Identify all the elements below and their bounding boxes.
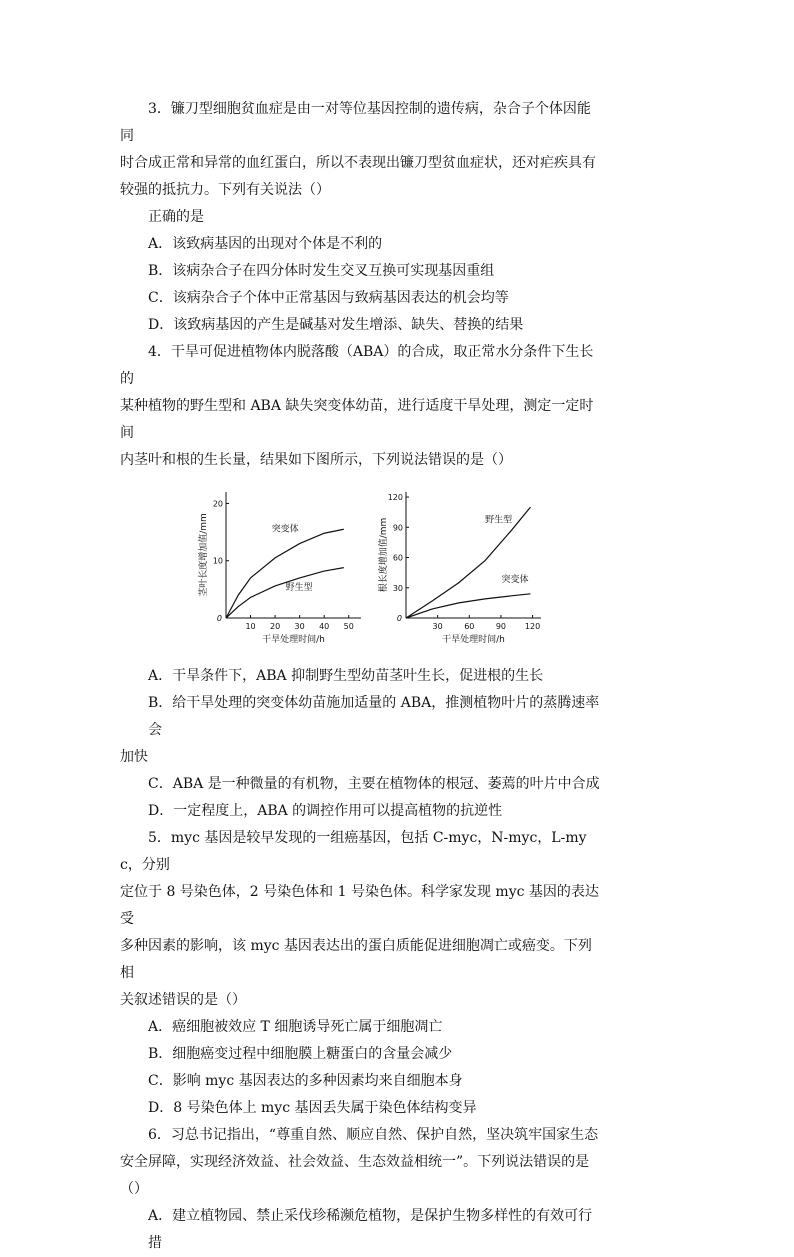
- q5-stem-line: 定位于 8 号染色体，2 号染色体和 1 号染色体。科学家发现 myc 基因的表达受: [120, 884, 599, 927]
- q6-option-a: A．建立植物园、禁止采伐珍稀濒危植物，是保护生物多样性的有效可行措: [148, 1208, 593, 1251]
- series-label: 突变体: [271, 524, 299, 535]
- q3-option-b: B．该病杂合子在四分体时发生交叉互换可实现基因重组: [148, 263, 495, 279]
- q5-option-c: C．影响 myc 基因表达的多种因素均来自细胞本身: [148, 1073, 463, 1089]
- x-tick-label: 120: [524, 622, 541, 631]
- q3-option-c: C．该病杂合子个体中正常基因与致病基因表达的机会均等: [148, 290, 509, 306]
- x-axis-label: 干旱处理时间/h: [442, 635, 505, 645]
- y-tick-label: 120: [387, 493, 403, 503]
- q5-option-b: B．细胞癌变过程中细胞膜上糖蛋白的含量会减少: [148, 1046, 453, 1062]
- shoot-growth-chart: [196, 484, 381, 649]
- series-label: 突变体: [501, 574, 529, 585]
- q6-stem-line: （）: [120, 1181, 148, 1197]
- y-axis-label: 茎叶长度增加值/mm: [199, 513, 209, 597]
- q3-stem-line: 较强的抵抗力。下列有关说法（）: [120, 182, 330, 198]
- q4-figures: [120, 484, 600, 649]
- x-tick-label: 30: [294, 622, 305, 631]
- q3-stem-line: 3．镰刀型细胞贫血症是由一对等位基因控制的遗传病，杂合子个体因能同: [120, 101, 591, 144]
- q4-option-b: B．给干旱处理的突变体幼苗施加适量的 ABA，推测植物叶片的蒸腾速率会: [148, 695, 600, 738]
- y-tick-label: 10: [212, 556, 223, 566]
- question-5: [120, 825, 600, 1122]
- y-tick-label: 30: [392, 583, 403, 593]
- question-content: [120, 96, 600, 1257]
- q5-stem-line: 5．myc 基因是较早发现的一组癌基因，包括 C-myc，N-myc，L-myc，分别: [120, 830, 587, 873]
- y-tick-label: 90: [392, 523, 403, 533]
- q4-stem-line: 某种植物的野生型和 ABA 缺失突变体幼苗，进行适度干旱处理，测定一定时间: [120, 398, 594, 441]
- q4-option-b-continued: 加快: [120, 749, 148, 765]
- x-axis-label: 干旱处理时间/h: [262, 635, 325, 645]
- x-tick-label: 60: [464, 622, 475, 631]
- y-tick-label: 0: [396, 614, 402, 623]
- x-tick-label: 90: [495, 622, 507, 631]
- x-tick-label: 10: [245, 622, 256, 631]
- question-3: [120, 96, 600, 339]
- q5-option-a: A．癌细胞被效应 T 细胞诱导死亡属于细胞凋亡: [148, 1019, 443, 1035]
- x-tick-label: 20: [269, 622, 281, 631]
- q6-stem-line: 6．习总书记指出，“尊重自然、顺应自然、保护自然，坚决筑牢国家生态: [148, 1127, 599, 1143]
- q4-option-a: A．干旱条件下，ABA 抑制野生型幼苗茎叶生长，促进根的生长: [148, 668, 544, 684]
- q6-stem-line: 安全屏障，实现经济效益、社会效益、生态效益相统一”。下列说法错误的是: [120, 1154, 590, 1170]
- q5-option-d: D．8 号染色体上 myc 基因丢失属于染色体结构变异: [148, 1100, 477, 1116]
- y-tick-label: 0: [216, 614, 222, 623]
- q4-stem-line: 4．干旱可促进植物体内脱落酸（ABA）的合成，取正常水分条件下生长的: [120, 344, 594, 387]
- q5-stem-line: 关叙述错误的是（）: [120, 992, 246, 1008]
- x-tick-label: 30: [432, 622, 443, 631]
- q4-option-d: D．一定程度上，ABA 的调控作用可以提高植物的抗逆性: [148, 803, 503, 819]
- q4-option-c: C．ABA 是一种微量的有机物，主要在植物体的根冠、萎蔫的叶片中合成: [148, 776, 600, 792]
- series-line: [226, 529, 344, 618]
- x-tick-label: 50: [343, 622, 354, 631]
- y-tick-label: 60: [392, 553, 403, 563]
- series-label: 野生型: [285, 582, 313, 593]
- q5-stem-line: 多种因素的影响，该 myc 基因表达出的蛋白质能促进细胞凋亡或癌变。下列相: [120, 938, 592, 981]
- root-growth-chart: [376, 484, 561, 649]
- series-label: 野生型: [485, 515, 513, 526]
- x-tick-label: 40: [319, 622, 330, 631]
- q3-stem-line: 时合成正常和异常的血红蛋白，所以不表现出镰刀型贫血症状，还对疟疾具有: [120, 155, 596, 171]
- q3-option-a: A．该致病基因的出现对个体是不利的: [148, 236, 383, 252]
- question-6: [120, 1122, 600, 1257]
- y-axis-label: 根长度增加值/mm: [379, 517, 389, 593]
- question-4: [120, 339, 600, 825]
- y-tick-label: 20: [212, 499, 223, 509]
- q3-option-d: D．该致病基因的产生是碱基对发生增添、缺失、替换的结果: [148, 317, 524, 333]
- q3-stem-line: 正确的是: [148, 209, 204, 225]
- q4-stem-line: 内茎叶和根的生长量，结果如下图所示，下列说法错误的是（）: [120, 452, 512, 468]
